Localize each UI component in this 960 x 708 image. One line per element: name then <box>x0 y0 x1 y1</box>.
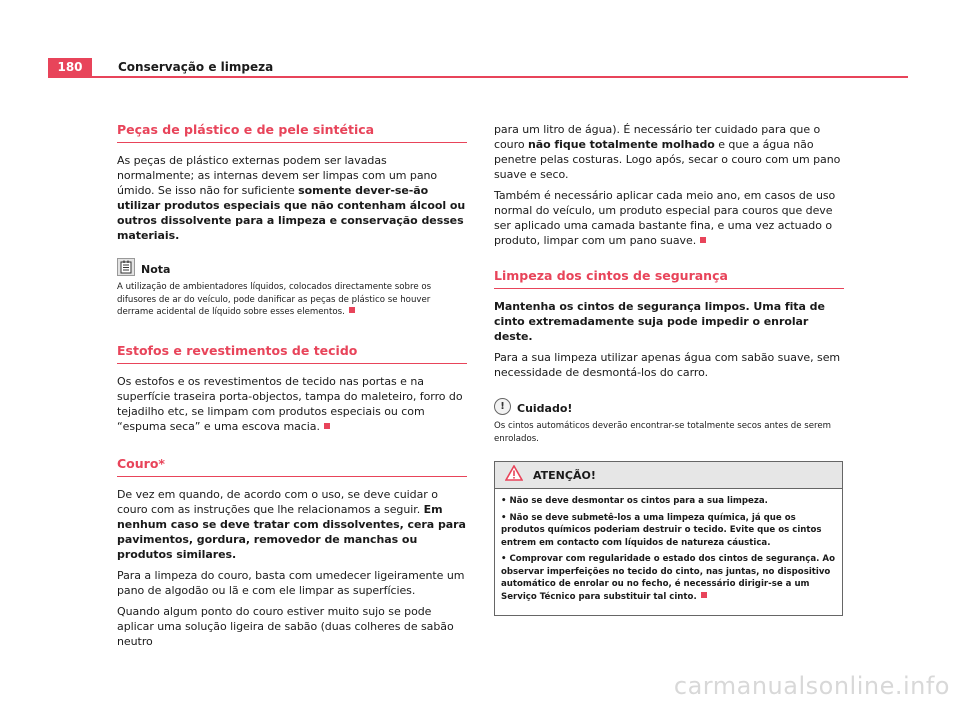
seatbelts-paragraph: Para a sua limpeza utilizar apenas água com sabão suave, sem necessidade de desmontá-los do carro. <box>494 351 841 379</box>
section-title-seatbelts: Limpeza dos cintos de segurança <box>494 268 844 289</box>
warning-item: • Não se deve submetê-los a uma limpeza química, já que os produtos químicos poderiam destruir o tecido. Evite que os cintos entrem em contacto com líquidos de natureza cáustica. <box>501 512 822 548</box>
page-title: Conservação e limpeza <box>118 60 274 74</box>
section-title-fabrics: Estofos e revestimentos de tecido <box>117 343 467 364</box>
leather-paragraph-2: Para a limpeza do couro, basta com umedecer ligeiramente um pano de algodão ou lã e com ele limpar as superfícies. <box>117 568 465 597</box>
seatbelts-lead: Mantenha os cintos de segurança limpos. Uma fita de cinto extremadamente suja pode impedir o enrolar deste. <box>494 300 825 343</box>
end-square-icon <box>349 307 355 313</box>
end-square-icon <box>700 237 706 243</box>
plastics-paragraph: As peças de plástico externas podem ser lavadas normalmente; as internas devem ser limpas com um pano úmido. Se isso não for suficiente somente dever-se-ão utilizar produtos especiais que não contenham álcool ou outros dissolvente para a limpeza e conservação desses materiais. <box>117 154 466 242</box>
caution-label: Cuidado! <box>517 402 573 415</box>
warning-box <box>494 461 843 616</box>
leather-paragraph-4: para um litro de água). É necessário ter cuidado para que o couro não fique totalmente molhado e que a água não penetre pelas costuras. Logo após, secar o couro com um pano suave e seco. <box>494 123 841 181</box>
page-number: 180 <box>48 58 92 76</box>
note-header <box>117 257 467 277</box>
leather-paragraph-3: Quando algum ponto do couro estiver muito sujo se pode aplicar uma solução ligeira de sabão (duas colheres de sabão neutro <box>117 604 454 648</box>
leather-paragraph-5: Também é necessário aplicar cada meio ano, em casos de uso normal do veículo, um produto especial para couros que deve ser aplicado uma camada bastante fina, e uma vez actuado o produto, limpar com um pano suave. <box>494 189 836 247</box>
warning-item: • Não se deve desmontar os cintos para a sua limpeza. <box>501 496 768 506</box>
warning-body <box>495 489 842 615</box>
left-column <box>117 122 467 655</box>
watermark: carmanualsonline.info <box>673 672 950 700</box>
caution-header <box>494 396 844 416</box>
warning-triangle-icon <box>505 465 523 485</box>
right-column <box>494 122 844 616</box>
section-title-plastics: Peças de plástico e de pele sintética <box>117 122 467 143</box>
end-square-icon <box>324 423 330 429</box>
header-rule <box>48 76 908 78</box>
end-square-icon <box>701 592 707 598</box>
section-title-leather: Couro* <box>117 456 467 477</box>
warning-item: • Comprovar com regularidade o estado dos cintos de segurança. Ao observar imperfeições no tecido do cinto, nas juntas, no dispositivo automático de enrolar ou no fecho, é necessário dirigir-se a um Serviço Técnico para substituir tal cinto. <box>501 554 835 602</box>
fabrics-paragraph: Os estofos e os revestimentos de tecido nas portas e na superfície traseira porta-objectos, tampa do maleteiro, forro do tejadilho etc, se limpam com produtos especiais ou com “espuma seca” e uma escova macia. <box>117 374 463 433</box>
warning-header <box>495 462 842 489</box>
exclamation-circle-icon: ! <box>494 398 511 415</box>
caution-text: Os cintos automáticos deverão encontrar-se totalmente secos antes de serem enrolados. <box>494 421 832 444</box>
note-text: A utilização de ambientadores líquidos, colocados directamente sobre os difusores de ar do veículo, pode danificar as peças de plástico se houver derrame acidental de líquido sobre esses elementos. <box>117 282 432 317</box>
warning-title: ATENÇÃO! <box>533 468 596 482</box>
leather-paragraph-1: De vez em quando, de acordo com o uso, se deve cuidar o couro com as instruções que lhe relacionamos a seguir. Em nenhum caso se deve tratar com dissolventes, cera para pavimentos, gordura, removedor de manchas ou produtos similares. <box>117 487 466 561</box>
note-pad-icon <box>117 258 135 276</box>
note-label: Nota <box>141 263 171 276</box>
